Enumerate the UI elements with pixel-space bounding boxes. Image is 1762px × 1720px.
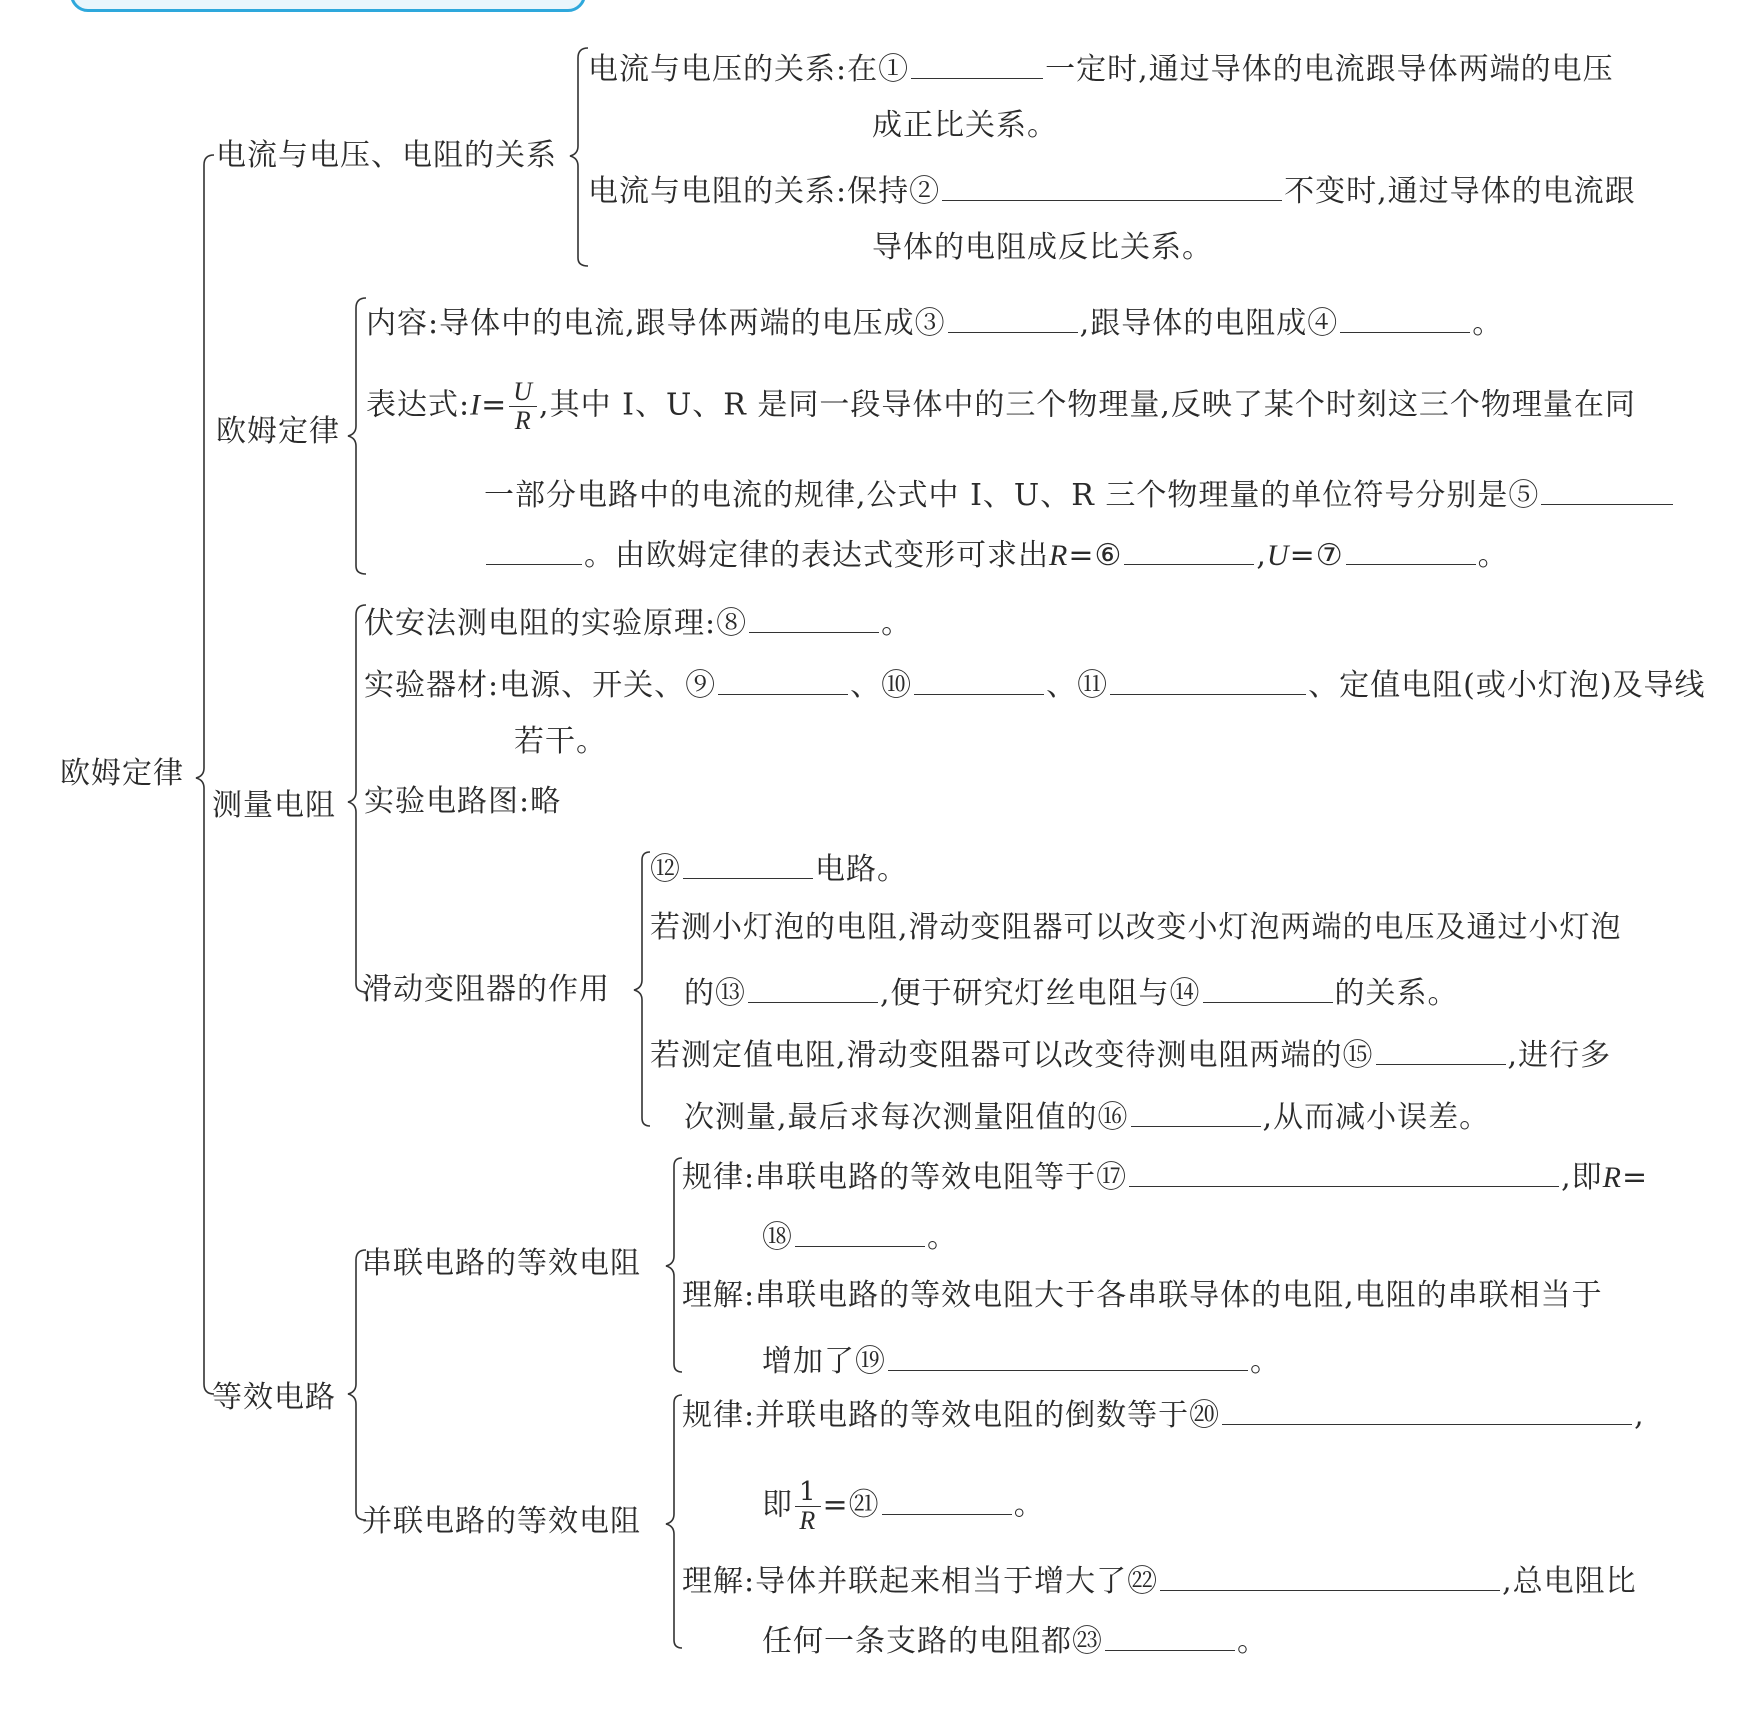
text: 次测量,最后求每次测量阻值的⑯ bbox=[684, 1100, 1129, 1135]
branch-measure: 测量电阻 bbox=[212, 788, 336, 823]
parallel-brace bbox=[666, 1395, 682, 1648]
fraction-denominator: R bbox=[514, 406, 532, 435]
blank-10[interactable] bbox=[914, 664, 1044, 695]
formula-r: R bbox=[1049, 539, 1069, 572]
text: 的关系。 bbox=[1334, 976, 1459, 1011]
text: 任何一条支路的电阻都㉓ bbox=[762, 1624, 1103, 1659]
formula-i: I bbox=[470, 388, 482, 422]
blank-7[interactable] bbox=[1346, 534, 1476, 565]
branch-relation: 电流与电压、电阻的关系 bbox=[216, 138, 557, 173]
text: 在① bbox=[847, 52, 910, 87]
series-understanding-line1: 理解:串联电路的等效电阻大于各串联导体的电阻,电阻的串联相当于 bbox=[682, 1278, 1603, 1313]
blank-22[interactable] bbox=[1160, 1560, 1500, 1591]
text: 。 bbox=[1250, 1344, 1281, 1379]
blank-11[interactable] bbox=[1110, 664, 1306, 695]
series-rule-line2 bbox=[762, 1216, 958, 1256]
text: 一部分电路中的电流的规律,公式中 I、U、R 三个物理量的单位符号分别是⑤ bbox=[484, 478, 1540, 513]
formula-r: R bbox=[1602, 1161, 1622, 1194]
measure-equipment-line bbox=[364, 664, 1706, 704]
text: 若测定值电阻,滑动变阻器可以改变待测电阻两端的⑮ bbox=[650, 1038, 1374, 1073]
text: 的⑬ bbox=[684, 976, 746, 1011]
text: =⑦ bbox=[1289, 538, 1344, 573]
text: 一定时,通过导体的电流跟导体两端的电压 bbox=[1045, 52, 1614, 87]
text: 。 bbox=[1472, 306, 1504, 341]
text: 增加了⑲ bbox=[762, 1344, 886, 1379]
blank-3[interactable] bbox=[948, 302, 1078, 333]
blank-20[interactable] bbox=[1222, 1394, 1632, 1425]
text: 实验器材:电源、开关、⑨ bbox=[364, 668, 717, 703]
text: 保持② bbox=[847, 174, 941, 209]
rheostat-fixed-line1 bbox=[650, 1034, 1611, 1074]
parallel-understanding-line1 bbox=[682, 1560, 1637, 1600]
blank-9[interactable] bbox=[718, 664, 848, 695]
text: 、⑩ bbox=[850, 668, 913, 703]
equiv-brace bbox=[348, 1250, 366, 1520]
text: = bbox=[481, 387, 508, 423]
blank-5[interactable] bbox=[1541, 474, 1673, 505]
text: , bbox=[1256, 538, 1267, 573]
text: ,其中 I、U、R 是同一段导体中的三个物理量,反映了某个时刻这三个物理量在同 bbox=[539, 387, 1636, 423]
series-brace bbox=[666, 1158, 682, 1372]
blank-18[interactable] bbox=[795, 1216, 925, 1247]
blank-14[interactable] bbox=[1203, 972, 1333, 1003]
rheostat-brace bbox=[634, 852, 650, 1126]
relation-resistance-line bbox=[588, 170, 1636, 210]
ohm-content-line bbox=[366, 302, 1503, 342]
blank-4[interactable] bbox=[1340, 302, 1470, 333]
text: 、⑪ bbox=[1046, 668, 1109, 703]
rheostat-lamp-line1: 若测小灯泡的电阻,滑动变阻器可以改变小灯泡两端的电压及通过小灯泡 bbox=[650, 910, 1622, 945]
blank-8[interactable] bbox=[749, 602, 879, 633]
text: 。 bbox=[881, 606, 913, 641]
relation-voltage-line bbox=[588, 48, 1614, 88]
text: = bbox=[1621, 1160, 1649, 1195]
relation-brace bbox=[570, 48, 588, 266]
ohm-expression-line3 bbox=[484, 534, 1509, 574]
text: ,进行多 bbox=[1507, 1038, 1612, 1073]
blank-1[interactable] bbox=[911, 48, 1043, 79]
branch-equiv: 等效电路 bbox=[212, 1380, 336, 1415]
text: 规律:并联电路的等效电阻的倒数等于⑳ bbox=[682, 1398, 1221, 1433]
text: 。 bbox=[1013, 1487, 1045, 1523]
fraction-numerator: U bbox=[509, 378, 537, 407]
ohm-expression-line bbox=[366, 378, 1636, 435]
text: 。由欧姆定律的表达式变形可求出 bbox=[584, 538, 1049, 573]
text: ,跟导体的电阻成④ bbox=[1079, 306, 1339, 341]
text: , bbox=[1634, 1398, 1645, 1433]
blank-15[interactable] bbox=[1376, 1034, 1506, 1065]
relation-voltage-line2: 成正比关系。 bbox=[872, 108, 1058, 143]
blank-17[interactable] bbox=[1129, 1156, 1559, 1187]
parallel-label: 并联电路的等效电阻 bbox=[362, 1504, 641, 1539]
fraction-numerator: 1 bbox=[795, 1478, 821, 1507]
rheostat-lamp-line2 bbox=[684, 972, 1459, 1012]
text: ,即 bbox=[1561, 1160, 1603, 1195]
text: =⑥ bbox=[1068, 538, 1123, 573]
measure-principle-line bbox=[364, 602, 912, 642]
rheostat-fixed-line2 bbox=[684, 1096, 1490, 1136]
parallel-understanding-line2 bbox=[762, 1620, 1268, 1660]
blank-5-cont[interactable] bbox=[486, 534, 582, 565]
measure-equipment-line2: 若干。 bbox=[514, 724, 607, 759]
parallel-rule-line2 bbox=[762, 1478, 1045, 1535]
blank-6[interactable] bbox=[1124, 534, 1254, 565]
blank-16[interactable] bbox=[1131, 1096, 1261, 1127]
text: 规律:串联电路的等效电阻等于⑰ bbox=[682, 1160, 1128, 1195]
blank-23[interactable] bbox=[1105, 1620, 1235, 1651]
text: 即 bbox=[762, 1487, 793, 1523]
text: ,从而减小误差。 bbox=[1262, 1100, 1491, 1135]
series-understanding-line2 bbox=[762, 1340, 1281, 1380]
relation-resistance-line2: 导体的电阻成反比关系。 bbox=[872, 230, 1213, 265]
ohm-brace bbox=[348, 298, 366, 574]
blank-13[interactable] bbox=[748, 972, 878, 1003]
text: 。 bbox=[927, 1220, 958, 1255]
relation-resistance-label: 电流与电阻的关系: bbox=[588, 174, 848, 209]
text: =㉑ bbox=[822, 1487, 880, 1523]
formula-u: U bbox=[1266, 539, 1290, 572]
fraction-u-over-r bbox=[509, 378, 537, 435]
rheostat-item-12 bbox=[650, 848, 908, 888]
parallel-rule-line bbox=[682, 1394, 1645, 1434]
relation-voltage-label: 电流与电压的关系: bbox=[588, 52, 848, 87]
text: ⑱ bbox=[762, 1220, 793, 1255]
blank-21[interactable] bbox=[882, 1484, 1012, 1515]
text: 。 bbox=[1477, 538, 1509, 573]
fraction-denominator: R bbox=[799, 1506, 817, 1535]
text: ,便于研究灯丝电阻与⑭ bbox=[880, 976, 1201, 1011]
text: 理解:导体并联起来相当于增大了㉒ bbox=[682, 1564, 1159, 1599]
ohm-expression-line2 bbox=[484, 474, 1675, 514]
root-label: 欧姆定律 bbox=[60, 756, 184, 791]
branch-ohm: 欧姆定律 bbox=[216, 414, 340, 449]
text: 电路。 bbox=[815, 852, 908, 887]
text: ⑫ bbox=[650, 852, 681, 887]
series-rule-line bbox=[682, 1156, 1648, 1196]
root-brace bbox=[196, 155, 214, 1394]
text: 不变时,通过导体的电流跟 bbox=[1284, 174, 1636, 209]
series-label: 串联电路的等效电阻 bbox=[362, 1246, 641, 1281]
text: 、定值电阻(或小灯泡)及导线 bbox=[1308, 668, 1706, 703]
text: 内容:导体中的电流,跟导体两端的电压成③ bbox=[366, 306, 946, 341]
blank-2[interactable] bbox=[942, 170, 1282, 201]
rheostat-label: 滑动变阻器的作用 bbox=[362, 972, 610, 1007]
blank-19[interactable] bbox=[888, 1340, 1248, 1371]
text: ,总电阻比 bbox=[1502, 1564, 1637, 1599]
fraction-1-over-r bbox=[795, 1478, 821, 1535]
text: 。 bbox=[1237, 1624, 1268, 1659]
blank-12[interactable] bbox=[683, 848, 813, 879]
measure-circuit-line: 实验电路图:略 bbox=[364, 784, 562, 819]
text: 表达式: bbox=[366, 387, 471, 423]
text: 伏安法测电阻的实验原理:⑧ bbox=[364, 606, 748, 641]
